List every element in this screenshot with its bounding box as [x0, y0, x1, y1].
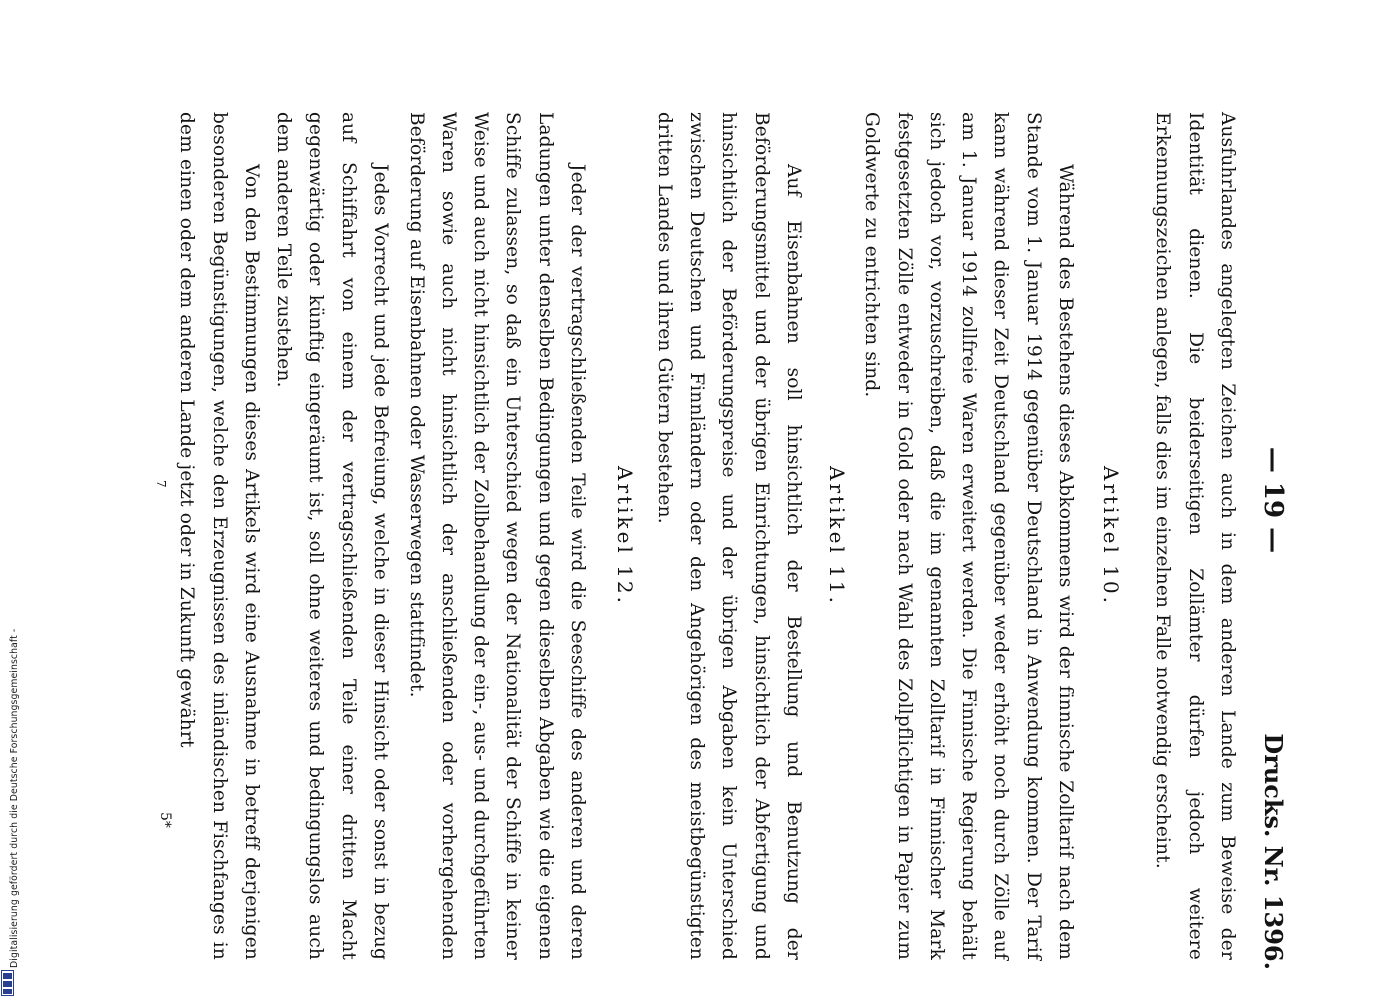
signature-mark-left: 7: [154, 480, 168, 488]
page-number: — 19 —: [1258, 446, 1288, 554]
signature-mark-right: 5*: [157, 812, 173, 828]
paragraph-artikel-11: Auf Eisenbahnen soll hinsichtlich der Bestellung und Benutzung der Beförderungsmittel und der übrigen Einrichtungen, hinsichtlich der Abfertigung und hinsichtlich der Beförderungspreise und der übrigen Abgaben kein Unterschied zwischen Deutschen und Finnländern oder den Angehörigen des meistbegünstigten dritten Landes und ihren Gütern bestehen.: [653, 112, 804, 960]
digitization-credit: [0, 0, 20, 1000]
paragraph-artikel-12-b: Jedes Vorrecht und jede Befreiung, welche in dieser Hinsicht oder sonst in bezug auf Schiffahrt von einem der vertragschließenden Teile einer dritten Macht gegenwärtig oder künftig eingeräumt ist, soll ohne weiteres und bedingungslos auch dem anderen Teile zustehen.: [273, 112, 391, 960]
heading-artikel-11: Artikel 11.: [825, 466, 849, 606]
paragraph-artikel-10: Während des Bestehens dieses Abkommens wird der finnische Zolltarif nach dem Stande vom 1. Januar 1914 gegenüber Deutschland in Anwendung kommen. Der Tarif kann während dieser Zeit Deutschland gegenüber weder erhöht noch durch Zölle auf am 1. Januar 1914 zollfreie Waren erweitert werden. Die Finnische Regierung behält sich jedoch vor, vorzuschreiben, daß die im genannten Zolltarif in Finnischer Mark festgesetzten Zölle entweder in Gold oder nach Wahl des Zollpflichtigen in Papier zum Goldwerte zu entrichten sind.: [861, 112, 1076, 960]
dfg-logo-icon: [1, 970, 14, 996]
paragraph-artikel-12-a: Jeder der vertragschließenden Teile wird die Seeschiffe des anderen und deren Ladungen unter denselben Bedingungen und gegen dieselben Abgaben wie die eigenen Schiffe zulassen, so daß ein Unterschied wegen der Nationalität der Schiffe in keiner Weise und auch nicht hinsichtlich der Zollbehandlung der ein-, aus- und durchgeführten Waren sowie auch nicht hinsichtlich der anschließenden oder vorhergehenden Beförderung auf Eisenbahnen oder Wasserwegen stattfindet.: [405, 112, 588, 960]
paragraph-artikel-12-c: Von den Bestimmungen dieses Artikels wird eine Ausnahme in betreff derjenigen besonderen Begünstigungen, welche den Erzeugnissen des inländischen Fischfanges in dem einen oder dem anderen Lande jetzt oder in Zukunft gewährt: [176, 112, 262, 960]
credit-text: Digitalisierung gefördert durch die Deutsche Forschungsgemeinschaft -: [9, 628, 20, 968]
paragraph-intro: Ausfuhrlandes angelegten Zeichen auch in dem anderen Lande zum Beweise der Identität dienen. Die beiderseitigen Zollämter dürfen jedoch weitere Erkennungszeichen anlegen, falls dies im einzelnen Falle notwendig erscheint.: [1152, 112, 1238, 960]
heading-artikel-10: Artikel 10.: [1099, 466, 1123, 606]
heading-artikel-12: Artikel 12.: [613, 466, 637, 606]
print-reference: Drucks. Nr. 1396.: [1259, 733, 1288, 970]
